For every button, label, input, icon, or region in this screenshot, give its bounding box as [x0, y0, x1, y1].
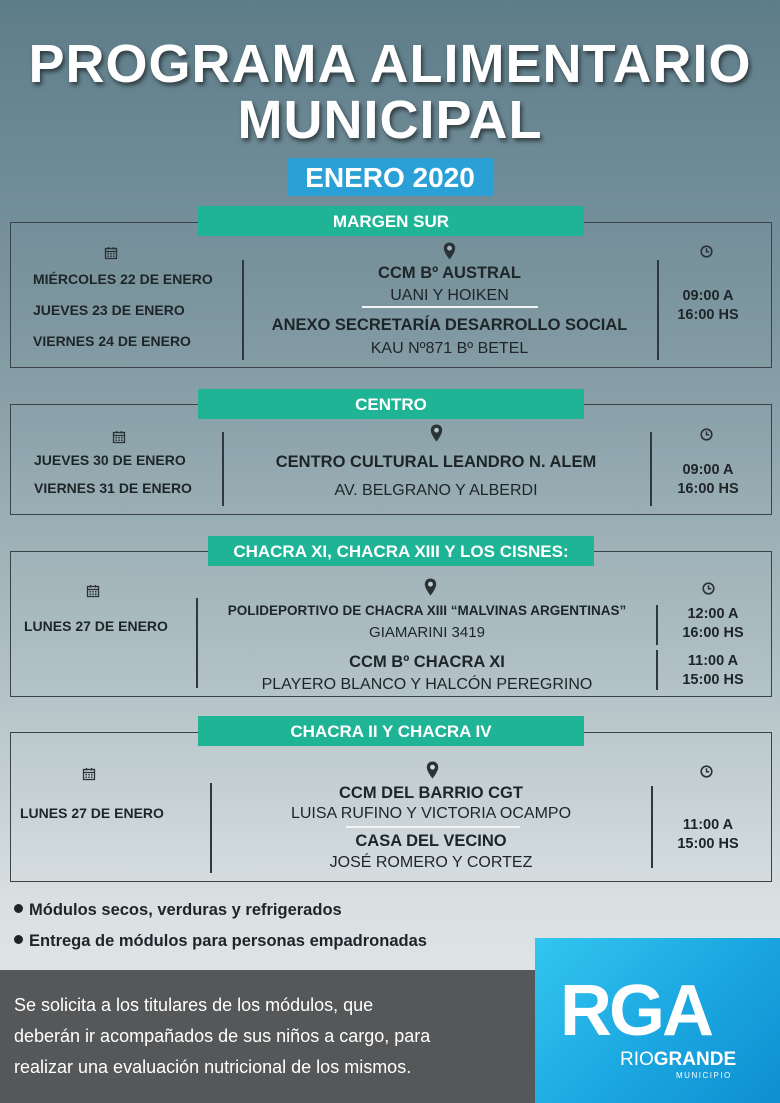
time-to: 15:00 HS: [682, 672, 744, 688]
calendar-icon: [82, 767, 96, 781]
divider: [222, 432, 224, 506]
section-header: MARGEN SUR: [198, 206, 584, 236]
location-name: CCM Bº AUSTRAL: [378, 264, 521, 282]
logo-mark: RGA: [560, 971, 711, 1051]
footer-note: [14, 990, 544, 1083]
section-header: CENTRO: [198, 389, 584, 419]
location-address: PLAYERO BLANCO Y HALCÓN PEREGRINO: [261, 676, 593, 693]
separator: [362, 306, 538, 308]
bullet-text: Entrega de módulos para personas empadronadas: [29, 932, 427, 950]
page-title-line1: PROGRAMA ALIMENTARIO: [28, 34, 752, 94]
time-to: 16:00 HS: [677, 481, 739, 497]
divider: [242, 260, 244, 360]
location-address: GIAMARINI 3419: [369, 624, 485, 641]
bullet-item: [14, 932, 427, 951]
location-address: KAU Nº871 Bº BETEL: [370, 340, 529, 357]
location-name: CENTRO CULTURAL LEANDRO N. ALEM: [275, 453, 597, 471]
footer-line: realizar una evaluación nutricional de los mismos.: [14, 1057, 412, 1077]
location-address: AV. BELGRANO Y ALBERDI: [334, 482, 538, 499]
date-label: JUEVES 30 DE ENERO: [34, 452, 186, 468]
time-from: 12:00 A: [687, 606, 739, 622]
date-label: VIERNES 31 DE ENERO: [34, 480, 192, 496]
logo-city-light: RIO: [620, 1049, 654, 1070]
map-pin-icon: [443, 242, 456, 260]
location-name: POLIDEPORTIVO DE CHACRA XIII “MALVINAS ARGENTINAS”: [227, 603, 627, 618]
divider: [210, 783, 212, 873]
time-to: 16:00 HS: [682, 625, 744, 641]
clock-icon: [700, 765, 713, 778]
location-address: LUISA RUFINO Y VICTORIA OCAMPO: [290, 805, 572, 822]
location-name: ANEXO SECRETARÍA DESARROLLO SOCIAL: [271, 316, 628, 334]
date-label: VIERNES 24 DE ENERO: [33, 333, 191, 349]
date-label: MIÉRCOLES 22 DE ENERO: [33, 271, 213, 287]
bullet-item: [14, 901, 342, 920]
bullet-text: Módulos secos, verduras y refrigerados: [29, 901, 342, 919]
calendar-icon: [104, 246, 118, 260]
section-header: CHACRA II Y CHACRA IV: [198, 716, 584, 746]
divider: [651, 786, 653, 868]
location-address: JOSÉ ROMERO Y CORTEZ: [329, 854, 533, 871]
divider: [196, 598, 198, 688]
map-pin-icon: [430, 424, 443, 442]
month-badge: ENERO 2020: [287, 158, 493, 196]
date-label: JUEVES 23 DE ENERO: [33, 302, 185, 318]
location-name: CCM Bº CHACRA XI: [349, 653, 505, 671]
logo-city: [620, 1050, 736, 1070]
time-from: 09:00 A: [682, 462, 734, 478]
time-to: 15:00 HS: [677, 836, 739, 852]
time-to: 16:00 HS: [677, 307, 739, 323]
divider: [650, 432, 652, 506]
map-pin-icon: [426, 761, 439, 779]
clock-icon: [700, 428, 713, 441]
location-address: UANI Y HOIKEN: [390, 287, 509, 304]
divider: [656, 605, 658, 645]
logo-sub: MUNICIPIO: [676, 1071, 732, 1080]
bullet-dot: [14, 904, 23, 913]
footer-line: Se solicita a los titulares de los módulos, que: [14, 995, 374, 1015]
clock-icon: [702, 582, 715, 595]
time-from: 11:00 A: [682, 817, 734, 833]
section-header: CHACRA XI, CHACRA XIII Y LOS CISNES:: [208, 536, 594, 566]
calendar-icon: [86, 584, 100, 598]
clock-icon: [700, 245, 713, 258]
date-label: LUNES 27 DE ENERO: [24, 618, 168, 634]
date-label: LUNES 27 DE ENERO: [20, 805, 164, 821]
logo-city-bold: GRANDE: [653, 1049, 737, 1070]
footer-line: deberán ir acompañados de sus niños a cargo, para: [14, 1026, 431, 1046]
calendar-icon: [112, 430, 126, 444]
location-name: CASA DEL VECINO: [355, 832, 507, 850]
divider: [657, 260, 659, 360]
divider: [656, 650, 658, 690]
map-pin-icon: [424, 578, 437, 596]
time-from: 09:00 A: [682, 288, 734, 304]
location-name: CCM DEL BARRIO CGT: [339, 784, 523, 802]
time-from: 11:00 A: [687, 653, 739, 669]
page-title-line2: MUNICIPAL: [237, 90, 543, 150]
separator: [346, 826, 520, 828]
bullet-dot: [14, 935, 23, 944]
